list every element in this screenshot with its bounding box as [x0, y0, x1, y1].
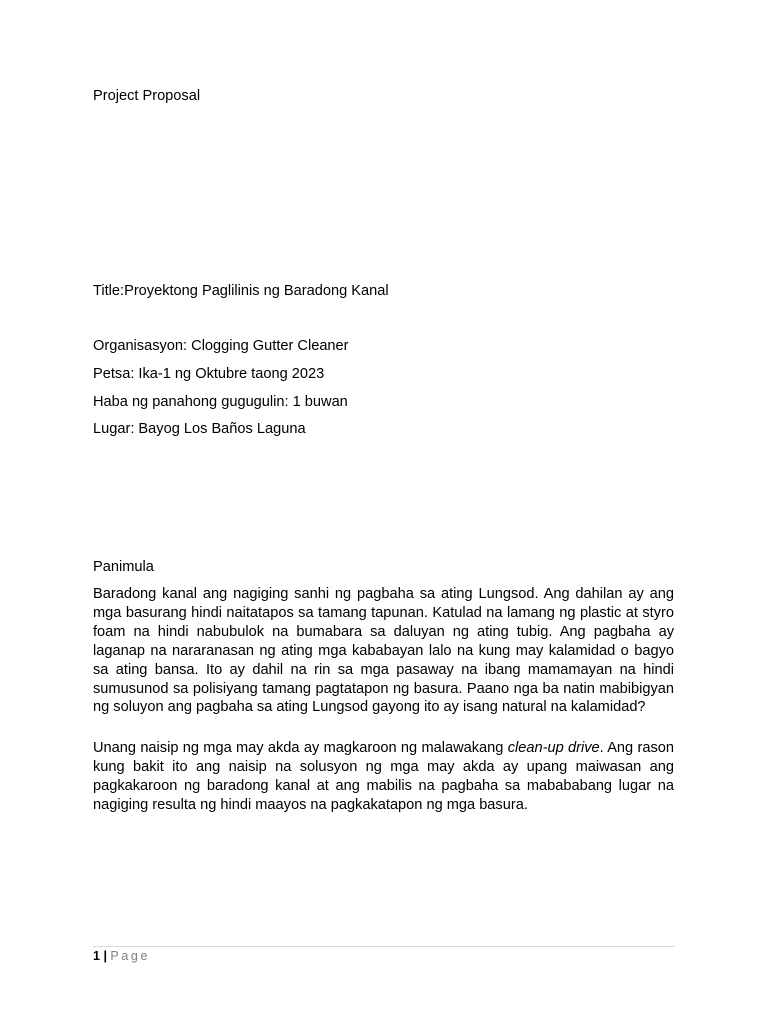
petsa-line: Petsa: Ika-1 ng Oktubre taong 2023 — [93, 366, 325, 382]
page-footer — [93, 948, 150, 964]
paragraph-2-text-b: . Ang rason kung bakit ito ang naisip na solusyon ng mga may akda ay upang maiwasan ang pagkakaroon ng baradong kanal at ang mabilis na pagbaha sa mabababang lugar na nagiging resulta ng hindi maayos na pagkakatapon ng mga basura. — [93, 740, 674, 813]
document-heading: Project Proposal — [93, 88, 201, 104]
section-heading: Panimula — [93, 559, 154, 575]
paragraph-2-emphasis: clean-up drive — [507, 740, 600, 756]
paragraph-1: Baradong kanal ang nagiging sanhi ng pagbaha sa ating Lungsod. Ang dahilan ay ang mga basurang hindi naitatapos sa tamang tapunan. Katulad na lamang ng plastic at styro foam na hindi nabubulok na bumabara sa daluyan ng ating tubig. Ang pagbaha ay laganap na nararanasan ng ating mga kababayan lalo na kung may kalamidad o bagyo sa ating bansa. Ito ay dahil na rin sa mga pasaway na ibang mamamayan na hindi sumusunod sa polisiyang tamang pagtatapon ng basura. Paano nga ba natin mabibigyan ng soluyon ang pagbaha sa ating Lungsod gayong ito ay isang natural na kalamidad? — [93, 586, 674, 716]
paragraph-2 — [93, 739, 674, 815]
haba-line: Haba ng panahong gugugulin: 1 buwan — [93, 394, 348, 410]
footer-separator: | — [103, 949, 107, 963]
project-title: Title:Proyektong Paglilinis ng Baradong Kanal — [93, 283, 389, 299]
page-label: Page — [110, 949, 151, 963]
paragraph-2-text-a: Unang naisip ng mga may akda ay magkaroon ng malawakang — [93, 740, 508, 756]
page-number: 1 — [93, 949, 100, 963]
lugar-line: Lugar: Bayog Los Baños Laguna — [93, 421, 306, 437]
footer-divider — [93, 946, 675, 947]
organisasyon-line: Organisasyon: Clogging Gutter Cleaner — [93, 338, 349, 354]
